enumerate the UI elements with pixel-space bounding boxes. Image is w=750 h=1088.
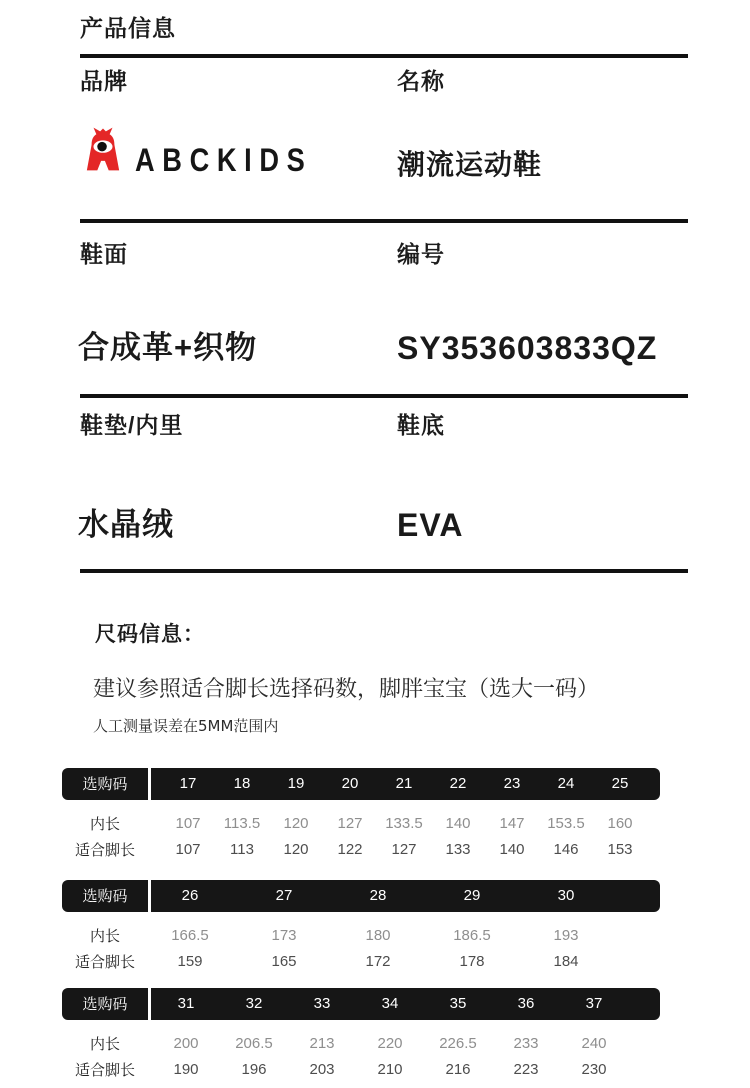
size-table	[0, 768, 750, 864]
inner-length-cell: 107	[175, 815, 201, 832]
header-separator	[148, 768, 151, 800]
fit-foot-length-row	[152, 1060, 628, 1080]
fit-foot-length-cell: 216	[445, 1061, 471, 1078]
inner-length-row	[143, 926, 613, 946]
fit-foot-length-cell: 203	[309, 1061, 335, 1078]
size-cell: 19	[287, 775, 305, 792]
red-monster-logo-icon	[84, 125, 122, 172]
inner-length-cell: 113.5	[223, 815, 261, 832]
inner-length-row	[161, 814, 647, 834]
size-cell: 25	[611, 775, 629, 792]
inner-length-cell: 240	[581, 1035, 607, 1052]
code-label: 编号	[397, 241, 445, 267]
lining-label: 鞋垫/内里	[80, 412, 184, 438]
fit-foot-length-row	[143, 952, 613, 972]
size-cell: 28	[369, 887, 387, 904]
inner-length-cell: 140	[445, 815, 471, 832]
size-cell: 24	[557, 775, 575, 792]
name-value: 潮流运动鞋	[397, 149, 543, 180]
fit-foot-length-cell: 140	[499, 841, 525, 858]
sole-value: EVA	[397, 507, 464, 543]
inner-length-cell: 133.5	[385, 815, 423, 832]
size-header-row	[161, 768, 647, 800]
inner-length-cell: 200	[173, 1035, 199, 1052]
fit-foot-length-cell: 120	[283, 841, 309, 858]
fit-foot-length-cell: 165	[271, 953, 297, 970]
inner-length-cell: 127	[337, 815, 363, 832]
size-cell: 37	[585, 995, 603, 1012]
size-header-row	[152, 988, 628, 1020]
name-label: 名称	[397, 68, 445, 94]
size-cell: 22	[449, 775, 467, 792]
header-separator	[148, 988, 151, 1020]
size-header-label: 选购码	[82, 995, 128, 1013]
fit-foot-length-cell: 190	[173, 1061, 199, 1078]
inner-length-cell: 147	[499, 815, 525, 832]
inner-length-row-label: 内长	[89, 927, 120, 945]
fit-foot-length-cell: 178	[459, 953, 485, 970]
fit-foot-length-cell: 184	[553, 953, 579, 970]
code-value: SY353603833QZ	[397, 330, 658, 366]
fit-foot-length-cell: 113	[230, 841, 254, 858]
inner-length-cell: 220	[377, 1035, 403, 1052]
size-cell: 21	[395, 775, 413, 792]
lining-value: 水晶绒	[78, 507, 174, 542]
size-advice-text: 建议参照适合脚长选择码数，脚胖宝宝（选大一码）	[93, 677, 600, 702]
size-cell: 30	[557, 887, 575, 904]
size-cell: 23	[503, 775, 521, 792]
inner-length-cell: 120	[283, 815, 309, 832]
size-cell: 32	[245, 995, 263, 1012]
inner-length-cell: 213	[309, 1035, 335, 1052]
inner-length-cell: 166.5	[171, 927, 209, 944]
fit-foot-length-row-label: 适合脚长	[74, 1061, 135, 1079]
section-divider	[80, 394, 688, 398]
inner-length-cell: 226.5	[439, 1035, 477, 1052]
inner-length-cell: 160	[607, 815, 633, 832]
fit-foot-length-row	[161, 840, 647, 860]
fit-foot-length-row-label: 适合脚长	[74, 841, 135, 859]
fit-foot-length-cell: 127	[391, 841, 417, 858]
fit-foot-length-cell: 133	[445, 841, 471, 858]
inner-length-cell: 153.5	[547, 815, 585, 832]
fit-foot-length-cell: 107	[175, 841, 201, 858]
sole-label: 鞋底	[397, 412, 445, 438]
size-table	[0, 880, 750, 976]
fit-foot-length-cell: 172	[365, 953, 391, 970]
fit-foot-length-cell: 159	[177, 953, 203, 970]
inner-length-cell: 186.5	[453, 927, 491, 944]
inner-length-row	[152, 1034, 628, 1054]
measurement-note: 人工测量误差在5MM范围内	[93, 717, 279, 735]
size-cell: 36	[517, 995, 535, 1012]
size-header-label: 选购码	[82, 887, 128, 905]
section-divider	[80, 569, 688, 573]
size-table	[0, 988, 750, 1084]
size-header-row	[143, 880, 613, 912]
size-cell: 34	[381, 995, 399, 1012]
fit-foot-length-cell: 122	[337, 841, 363, 858]
inner-length-cell: 180	[365, 927, 391, 944]
fit-foot-length-cell: 153	[607, 841, 633, 858]
inner-length-cell: 206.5	[235, 1035, 273, 1052]
size-cell: 33	[313, 995, 331, 1012]
fit-foot-length-cell: 146	[553, 841, 579, 858]
size-cell: 35	[449, 995, 467, 1012]
fit-foot-length-cell: 230	[581, 1061, 607, 1078]
inner-length-row-label: 内长	[89, 815, 120, 833]
section-divider	[80, 54, 688, 58]
size-cell: 27	[275, 887, 293, 904]
size-cell: 18	[233, 775, 251, 792]
brand-logo-text: ABCKIDS	[135, 142, 313, 178]
size-cell: 26	[181, 887, 199, 904]
upper-label: 鞋面	[80, 241, 128, 267]
size-header-label: 选购码	[82, 775, 128, 793]
inner-length-cell: 233	[513, 1035, 539, 1052]
section-divider	[80, 219, 688, 223]
fit-foot-length-cell: 223	[513, 1061, 539, 1078]
fit-foot-length-cell: 210	[377, 1061, 403, 1078]
product-info-title: 产品信息	[80, 15, 176, 41]
size-cell: 20	[341, 775, 359, 792]
size-cell: 17	[179, 775, 197, 792]
inner-length-cell: 193	[553, 927, 579, 944]
brand-label: 品牌	[80, 68, 128, 94]
inner-length-cell: 173	[271, 927, 297, 944]
upper-value: 合成革+织物	[78, 330, 258, 365]
fit-foot-length-row-label: 适合脚长	[74, 953, 135, 971]
size-info-title: 尺码信息：	[95, 623, 205, 646]
inner-length-row-label: 内长	[89, 1035, 120, 1053]
fit-foot-length-cell: 196	[241, 1061, 267, 1078]
size-cell: 31	[177, 995, 195, 1012]
size-cell: 29	[463, 887, 481, 904]
